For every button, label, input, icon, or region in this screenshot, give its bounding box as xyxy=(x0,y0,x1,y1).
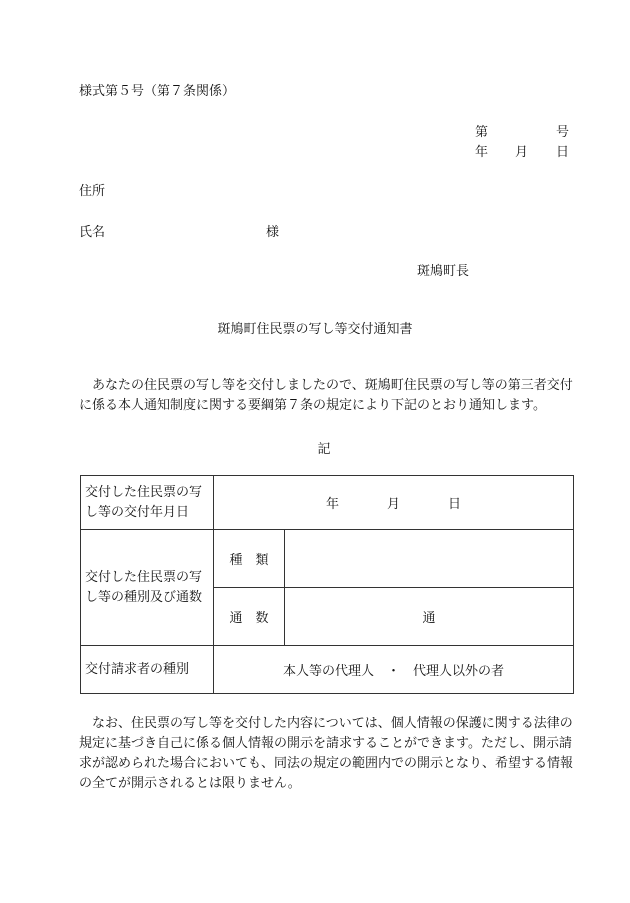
notification-table xyxy=(80,475,574,694)
issue-date-day: 日 xyxy=(448,497,462,512)
issue-date-label: 交付した住民票の写し等の交付年月日 xyxy=(81,476,214,530)
honorific: 様 xyxy=(266,225,280,240)
type-count-label: 交付した住民票の写し等の種別及び通数 xyxy=(81,530,214,646)
count-label: 通 数 xyxy=(214,588,285,646)
date-month-label: 月 xyxy=(515,145,529,160)
count-unit: 通 xyxy=(285,588,574,646)
issue-date-value xyxy=(214,476,574,530)
requester-type-label: 交付請求者の種別 xyxy=(81,646,214,694)
table-row xyxy=(81,646,574,694)
sender: 斑鳩町長 xyxy=(417,264,470,279)
document-title: 斑鳩町住民票の写し等交付通知書 xyxy=(217,322,413,337)
body-text: あなたの住民票の写し等を交付しましたので、斑鳩町住民票の写し等の第三者交付に係る本人通知制度に関する要綱第７条の規定により下記のとおり通知します。 xyxy=(79,378,573,413)
date-day-label: 日 xyxy=(556,145,570,160)
issue-date-year: 年 xyxy=(325,497,339,512)
issue-date-month: 月 xyxy=(387,497,401,512)
note-text: なお、住民票の写し等を交付した内容については、個人情報の保護に関する法律の規定に基づき自己に係る個人情報の開示を請求することができます。ただし、開示請求が認められた場合においても、同法の規定の範囲内での開示となり、希望する情報の全てが開示されるとは限りません。 xyxy=(79,716,574,791)
ki-label: 記 xyxy=(317,442,331,457)
document-number-suffix: 号 xyxy=(556,125,570,140)
note-paragraph xyxy=(79,714,574,794)
table-row xyxy=(81,476,574,530)
document-number-prefix: 第 xyxy=(475,125,489,140)
type-label: 種 類 xyxy=(214,530,285,588)
name-label: 氏名 xyxy=(79,225,106,240)
requester-type-value: 本人等の代理人 ・ 代理人以外の者 xyxy=(214,646,574,694)
address-label: 住所 xyxy=(79,184,106,199)
table-row xyxy=(81,530,574,588)
body-paragraph xyxy=(79,376,574,416)
form-number: 様式第５号（第７条関係） xyxy=(79,84,236,99)
date-year-label: 年 xyxy=(475,145,489,160)
type-value xyxy=(285,530,574,588)
